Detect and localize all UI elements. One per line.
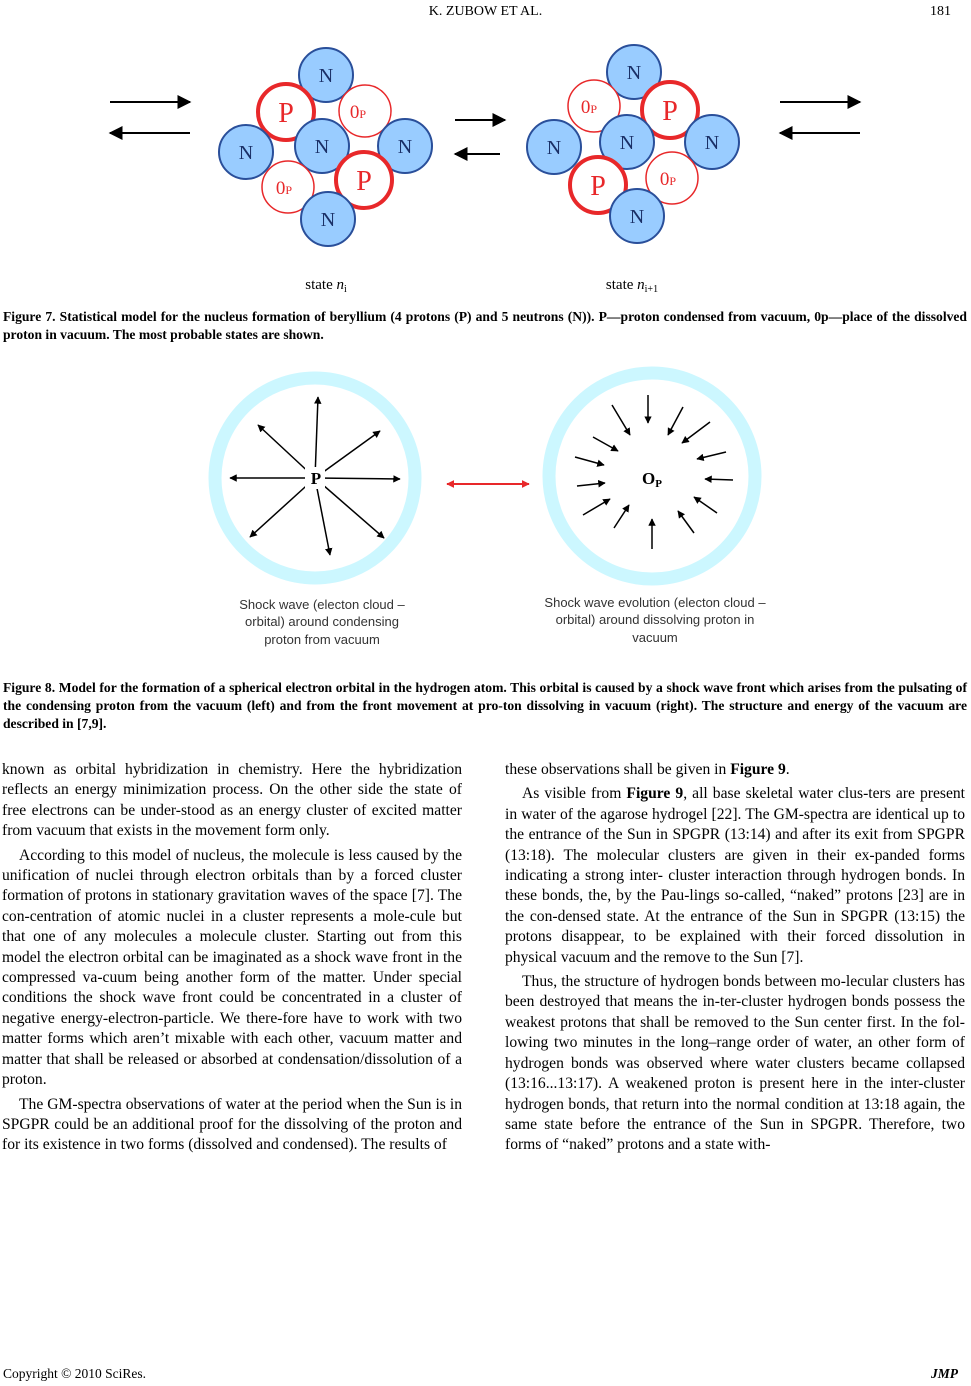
dissolved-proton-label: OP [642, 469, 662, 490]
left-orbital-caption-line3: proton from vacuum [264, 632, 380, 647]
paragraph: According to this model of nucleus, the molecule is less caused by the unification of nuclei through electron orbitals than by a forced cluster formation of protons in stationary gravitation waves of the space [7]. The con-centration of atomic nuclei in a cluster represents a mole-cule but that one of any molecules a molecule cluster. Starting out from this model the electron orbital can be imaginated as a shock wave front in the compressed va-cuum being another form of the matter. Under special conditions the shock wave front could be concentrated in a cluster of negative energy-electron-particle. We there-fore have to work with two matter forms which aren’t mixable with each other, vacuum matter and matter that shall be released or absorbed at condensation/dissolution of a proton. [2, 846, 462, 1089]
figure-reference[interactable]: Figure 9 [626, 785, 684, 803]
nucleus-state-i-plus-1 [527, 45, 739, 243]
figure-7-diagram [0, 30, 971, 300]
neutron-label: N [238, 142, 254, 164]
left-orbital-caption-line1: Shock wave (electon cloud – [239, 597, 405, 612]
paragraph: The GM-spectra observations of water at the period when the Sun is in SPGPR could be an additional proof for the dissolving of the proton and for its existence in two forms (dissolved and condensed). The results of [2, 1095, 462, 1154]
journal-abbrev: JMP [931, 1366, 958, 1381]
dissolved-proton-label: 0P [275, 178, 293, 199]
neutron-label: N [626, 62, 642, 84]
proton-label: P [662, 96, 678, 127]
state-i-label: state $n_i$ [305, 277, 347, 295]
paragraph: Thus, the structure of hydrogen bonds between mo-lecular clusters has been destroyed that means the in-ter-cluster hydrogen bonds possess the weakest protons that shall be removed to the Sun center first. In the fol-lowing two minutes in the long–range order of water, an other form of hydrogen bonds was observed where water clusters became collapsed (13:16...13:17). A weakened proton is present here in the inter-cluster hydrogen bonds, that return into the normal condition at 13:18 again, the same state before the entrance of the Sun in SPGPR. Therefore, two forms of “naked” protons and a state with- [505, 973, 965, 1154]
state-i-plus-1-label: state $n_{i+1}$ [605, 277, 659, 295]
paragraph: known as orbital hybridization in chemistry. Here the hybridization reflects an energy minimization process. On the other side the state of free electrons can be under-stood as an energy cluster of excited matter from vacuum that exists in the movement form only. [2, 761, 462, 840]
neutron-label: N [314, 136, 330, 158]
left-orbital-caption-line2: orbital) around condensing [245, 614, 399, 629]
figure-8-caption: Figure 8. Model for the formation of a spherical electron orbital in the hydrogen atom. This orbital is caused by a shock wave front which arises from the pulsating of the condensing proton from the vacuum (left) and from the front movement at pro-ton dissolving in vacuum (right). The structure and energy of the vacuum are described in [7,9]. [3, 680, 967, 731]
neutron-label: N [619, 132, 635, 154]
proton-label: P [310, 469, 322, 488]
neutron-label: N [546, 137, 562, 159]
neutron-label: N [629, 206, 645, 228]
page-number: 181 [930, 4, 951, 19]
neutron-label: N [320, 209, 336, 231]
dissolved-proton-label: 0P [659, 169, 677, 190]
figure-reference[interactable]: Figure 9 [730, 761, 786, 778]
right-column [505, 760, 965, 1156]
neutron-label: N [397, 136, 413, 158]
proton-label: P [590, 171, 606, 202]
paragraph: As visible from Figure 9, all base skeletal water clus-ters are present in water of the agarose hydrogel [22]. The GM-spectra are identical up to the entrance of the Sun in SPGPR (13:14) and after its exit from SPGPR (13:18). The molecular clusters are given in their ex-panded forms indicating a strong inter- cluster interaction through hydrogen bonds. In these bonds, the, by the Pau-lings so-called, “naked” protons [23] are in the con-densed state. At the entrance of the Sun in SPGPR (13:15) the protons disappear, to be explained with their forced dissolution in physical vacuum and the remove to the Sun [7]. [505, 785, 965, 966]
figure-7-caption: Figure 7. Statistical model for the nucleus formation of beryllium (4 protons (P) and 5 neutrons (N)). P—proton condensed from vacuum, 0p—place of the dissolved proton in vacuum. The most probable states are shown. [3, 309, 967, 342]
right-orbital-caption-line2: orbital) around dissolving proton in [555, 612, 755, 627]
running-title: K. ZUBOW ET AL. [428, 4, 543, 19]
nucleus-state-i [219, 48, 432, 246]
right-orbital-caption-line1: Shock wave evolution (electon cloud – [544, 595, 766, 610]
paragraph: these observations shall be given in Figure 9. [505, 761, 790, 778]
proton-label: P [278, 98, 294, 129]
left-column [2, 760, 462, 1156]
dissolved-proton-label: 0P [349, 102, 367, 123]
dissolved-proton-label: 0P [580, 97, 598, 118]
neutron-label: N [318, 65, 334, 87]
neutron-label: N [704, 132, 720, 154]
figure-8-diagram [0, 365, 971, 655]
proton-label: P [356, 166, 372, 197]
copyright: Copyright © 2010 SciRes. [3, 1366, 147, 1381]
right-orbital-caption-line3: vacuum [632, 630, 678, 645]
